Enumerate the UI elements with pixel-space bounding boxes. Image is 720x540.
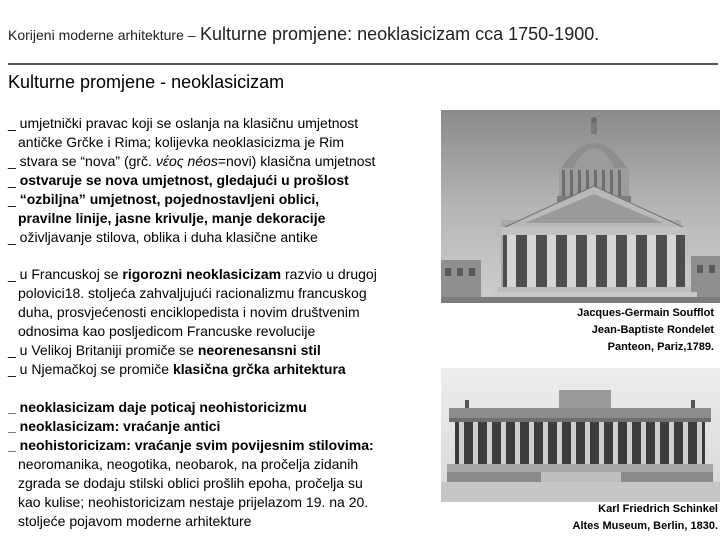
altes-museum-photo-image	[441, 368, 720, 502]
block1-line-3	[8, 152, 438, 171]
block2-line-1	[8, 265, 438, 284]
block1-line-3-c: =novi) klasična umjetnost	[217, 153, 376, 169]
block1-line-6	[8, 209, 438, 228]
block2-line-1-a: _ u Francuskoj se	[8, 266, 123, 282]
block3-line-2	[8, 417, 438, 436]
section-title: Kulturne promjene - neoklasicizam	[8, 72, 285, 92]
block2-line-5	[8, 341, 438, 360]
block1-line-6-bold: pravilne linije, jasne krivulje, manje dekoracije	[18, 210, 326, 226]
block3-line-6: kao kulise; neohistoricizam nestaje prijelazom 19. na 20.	[18, 494, 369, 510]
block2-line-1-bold: rigorozni neoklasicizam	[122, 266, 282, 282]
pantheon-photo-image	[441, 110, 720, 303]
block3-line-1	[8, 398, 438, 417]
altes-museum-photo	[441, 368, 720, 502]
block1-line-7: _ oživljavanje stilova, oblika i duha klasične antike	[8, 229, 318, 245]
block1-line-4-bullet: _	[8, 172, 20, 188]
block1-line-3-greek: νέος néos	[155, 153, 218, 169]
block3-line-2-bold: _ neoklasicizam: vraćanje antici	[8, 418, 221, 434]
block1-line-3-a: _ stvara se “nova” (grč.	[8, 153, 156, 169]
block2-line-2: polovici18. stoljeća zahvaljujući racionalizmu francuskog	[18, 285, 367, 301]
block3-line-7: stoljeće pojavom moderne arhitekture	[18, 513, 252, 529]
text-block-1	[8, 114, 438, 247]
altes-museum-caption-line-1: Karl Friedrich Schinkel	[598, 503, 718, 515]
pantheon-caption-line-2: Jean-Baptiste Rondelet	[591, 324, 714, 336]
pantheon-caption-line-3: Panteon, Pariz,1789.	[607, 341, 714, 353]
block2-line-4: odnosima kao posljedicom Francuske revolucije	[18, 323, 316, 339]
block3-line-1-bold: _ neoklasicizam daje poticaj neohistoricizmu	[8, 399, 307, 415]
block2-line-6-a: _ u Njemačkoj se promiče	[8, 361, 173, 377]
block2-line-5-a: _ u Velikoj Britaniji promiče se	[8, 342, 198, 358]
block2-line-6-bold: klasična grčka arhitektura	[172, 361, 346, 377]
altes-museum-caption	[480, 501, 718, 535]
block1-line-5-bullet: _	[8, 191, 20, 207]
block1-line-5	[8, 190, 438, 209]
altes-museum-caption-line-2: Altes Museum, Berlin, 1830.	[572, 520, 718, 532]
block2-line-6	[8, 360, 438, 379]
block1-line-5-bold: “ozbiljna” umjetnost, pojednostavljeni oblici,	[19, 191, 320, 207]
block3-line-3	[8, 436, 438, 455]
block2-line-1-c: razvio u drugoj	[281, 266, 377, 282]
block3-line-5: zgrada se dodaju stilski oblici prošlih epoha, pročelja su	[18, 475, 363, 491]
header-prefix: Korijeni moderne arhitekture –	[8, 27, 196, 43]
pantheon-caption	[480, 305, 714, 356]
block2-line-3: duha, prosvjećenosti enciklopedista i novim društvenim	[18, 304, 360, 320]
pantheon-photo	[441, 110, 720, 303]
block3-line-3-bold: _ neohistoricizam: vraćanje svim povijesnim stilovima:	[8, 437, 374, 453]
block1-line-2: antičke Grčke i Rima; kolijevka neoklasicizma je Rim	[18, 134, 344, 150]
block1-line-1: _ umjetnički pravac koji se oslanja na klasičnu umjetnost	[8, 115, 359, 131]
block1-line-4-bold: ostvaruje se nova umjetnost, gledajući u prošlost	[19, 172, 349, 188]
text-block-2	[8, 265, 438, 379]
block1-line-4	[8, 171, 438, 190]
slide-header	[8, 24, 599, 45]
header-title: Kulturne promjene: neoklasicizam cca 1750-1900.	[200, 24, 600, 44]
block3-line-4: neoromanika, neogotika, neobarok, na pročelja zidanih	[18, 456, 359, 472]
pantheon-caption-line-1: Jacques-Germain Soufflot	[577, 307, 714, 319]
block2-line-5-bold: neorenesansni stil	[197, 342, 321, 358]
text-block-3	[8, 398, 438, 531]
header-divider	[8, 63, 718, 65]
